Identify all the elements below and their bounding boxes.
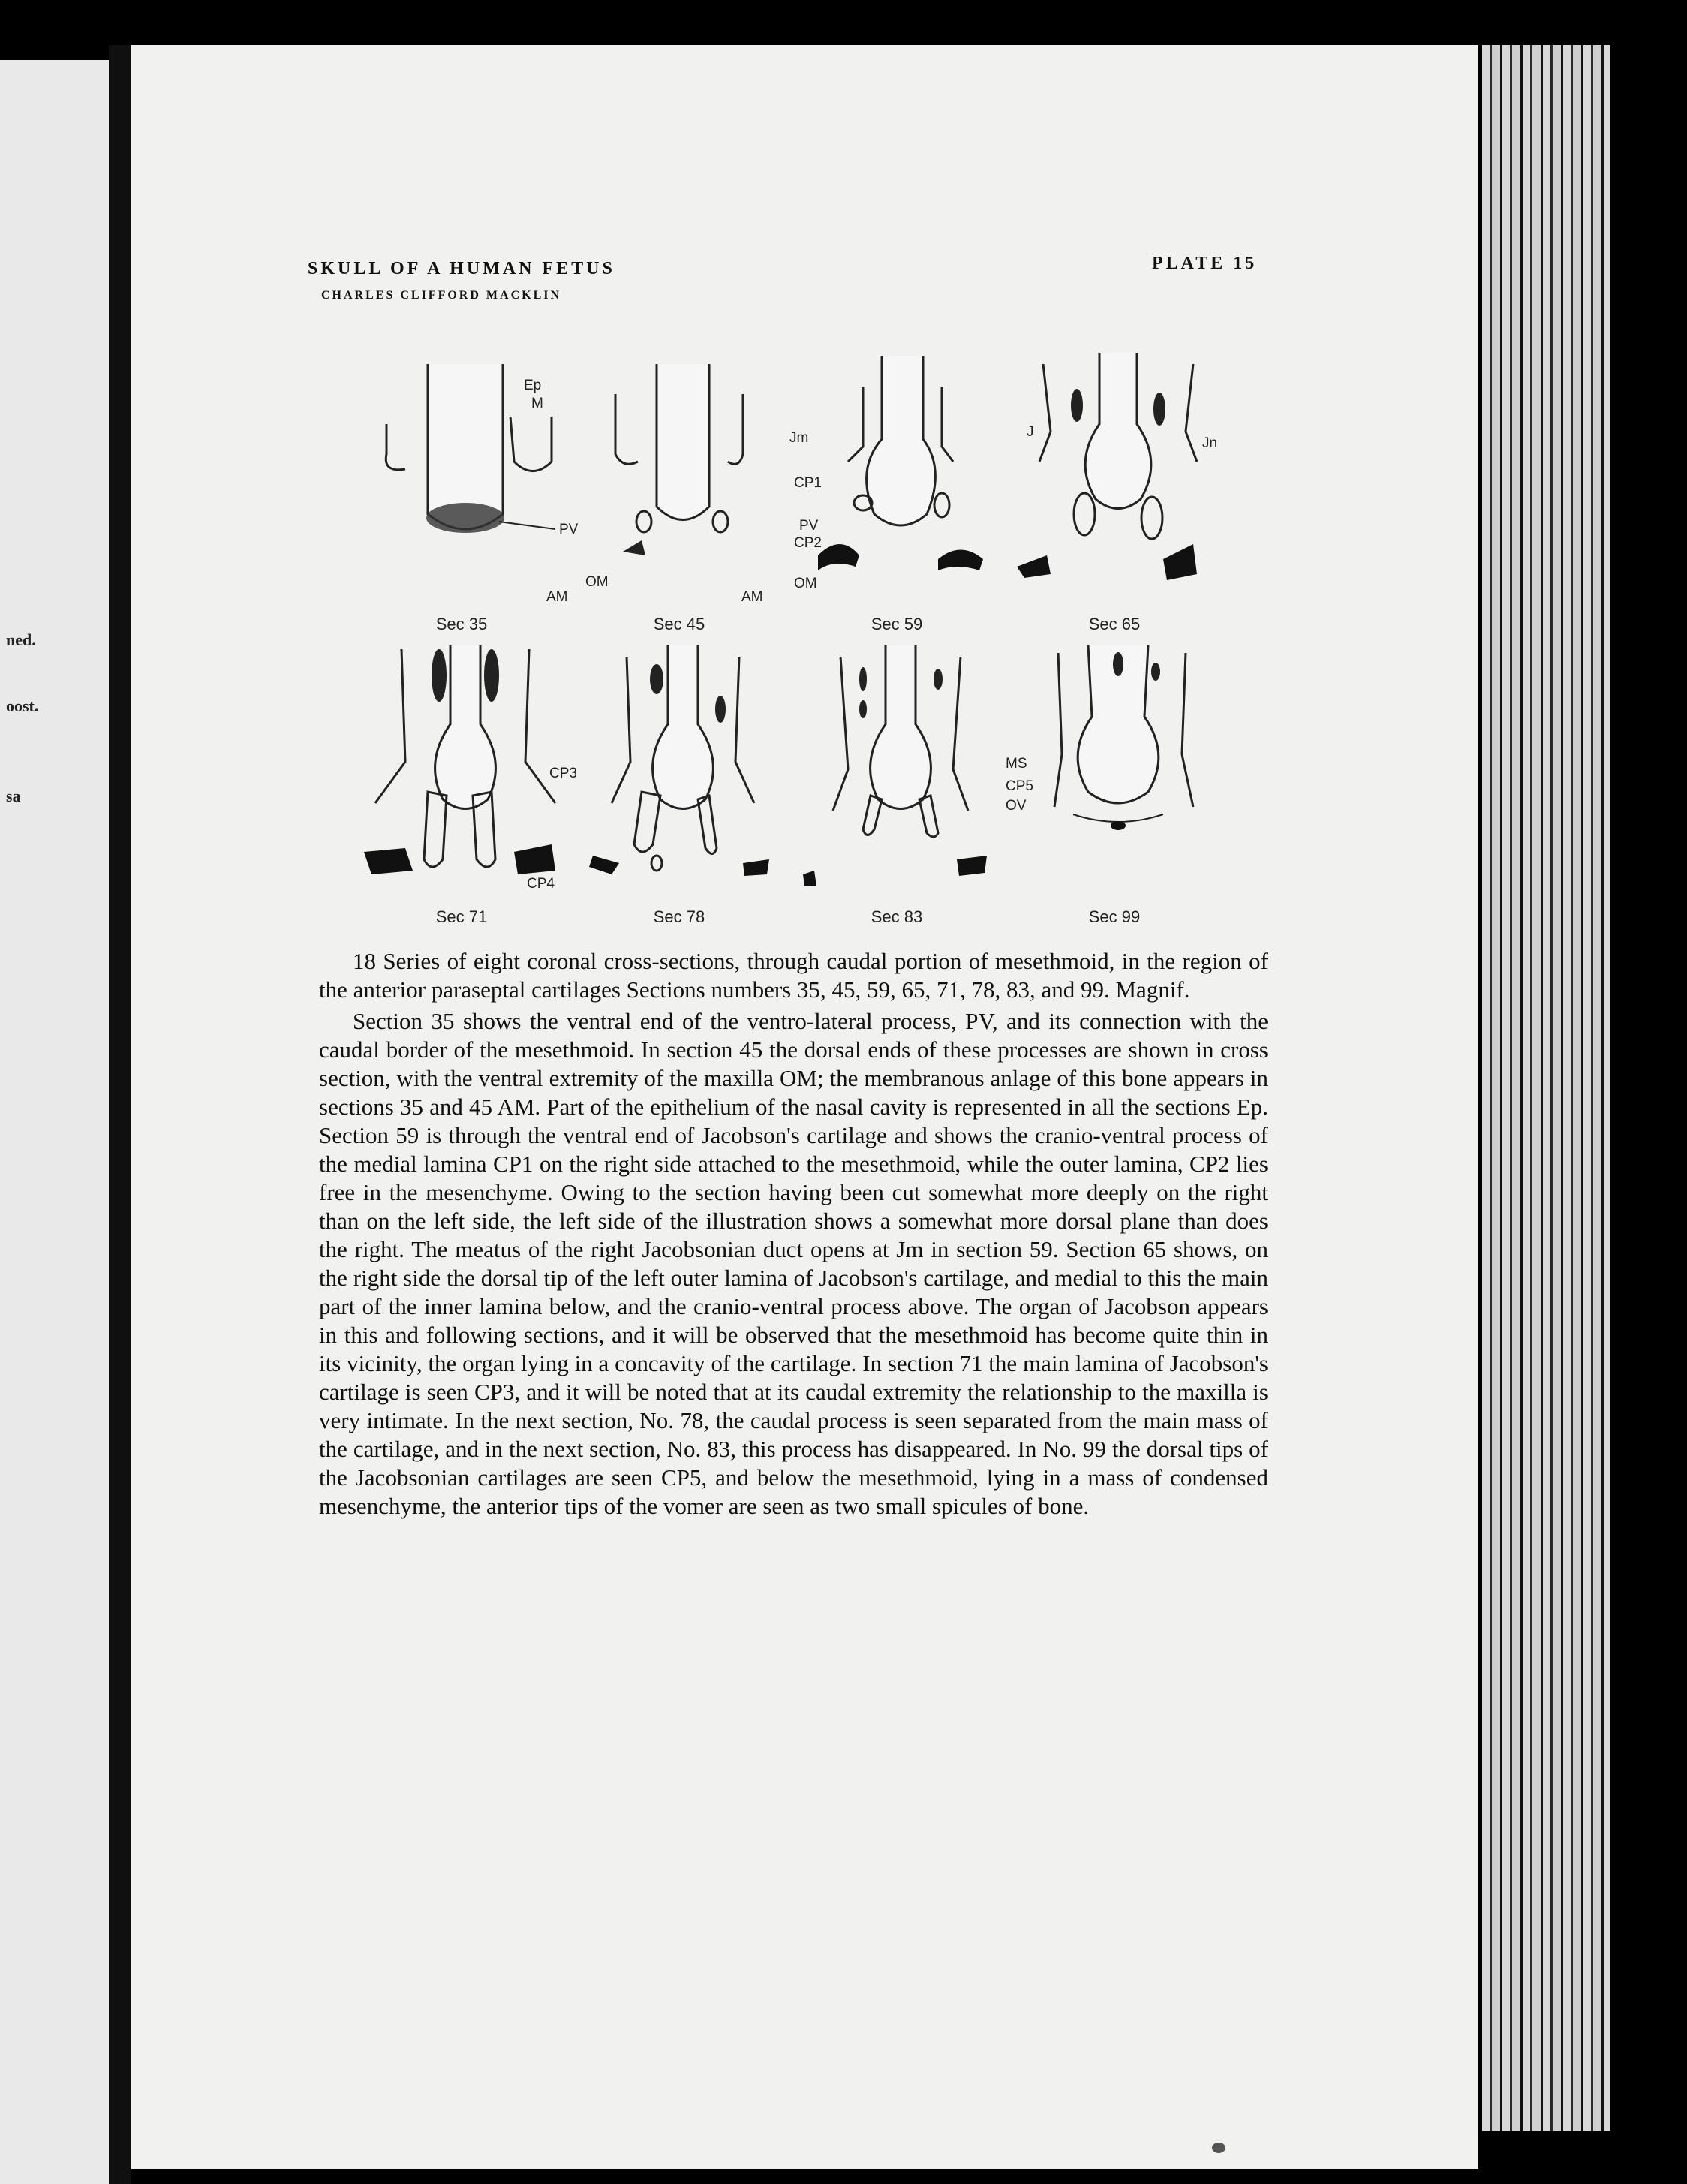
plate-caption bbox=[319, 947, 1268, 1521]
annotation-label: PV bbox=[799, 518, 819, 534]
annotation-label: CP5 bbox=[1006, 778, 1033, 794]
left-page-text: oost. bbox=[6, 696, 39, 715]
section-drawing bbox=[1006, 634, 1223, 904]
plate-number: PLATE 15 bbox=[1152, 254, 1258, 273]
annotation-label: Ep bbox=[524, 378, 542, 393]
annotation-label: AM bbox=[546, 589, 568, 605]
annotation-label: CP4 bbox=[527, 876, 555, 892]
section-drawing bbox=[570, 634, 788, 904]
section-label: Sec 78 bbox=[653, 907, 705, 926]
caption-body-paragraph: Section 35 shows the ventral end of the ventro-lateral process, PV, and its connection with the caudal border of the mesethmoid. In section 45 the dorsal ends of these processes are shown in cross section, with the ventral extremity of the maxilla OM; the membranous anlage of this bone appears in sections 35 and 45 AM. Part of the epithelium of the nasal cavity is represented in all the sections Ep. Section 59 is through the ventral end of Jacobson's cartilage and shows the cranio-ventral process of the medial lamina CP1 on the right side attached to the mesethmoid, while the outer lamina, CP2 lies free in the mesenchyme. Owing to the section having been cut somewhat more deeply on the right than on the left side, the left side of the illustration shows a somewhat more dorsal plane than does the right. The meatus of the right Jacobsonian duct opens at Jm in section 59. Section 65 shows, on the right side the dorsal tip of the left outer lamina of Jacobson's cartilage, and medial to this the main part of the inner lamina below, and the cranio-ventral process above. The organ of Jacobson appears in this and following sections, and it will be observed that the mesethmoid has become quite thin in its vicinity, the organ lying in a concavity of the cartilage. In section 71 the main lamina of Jacobson's cartilage is seen CP3, and it will be noted that at its caudal extremity the relationship to the maxilla is very intimate. In the next section, No. 78, the caudal process is seen separated from the main mass of the cartilage, and in the next section, No. 83, this process has disappeared. In No. 99 the dorsal tips of the Jacobsonian cartilages are seen CP5, and below the mesethmoid, lying in a mass of condensed mesenchyme, the anterior tips of the vomer are seen as two small spicules of bone. bbox=[319, 1008, 1268, 1519]
annotation-label: OM bbox=[794, 576, 817, 591]
section-panel bbox=[788, 341, 1006, 634]
annotation-label: Jm bbox=[789, 430, 809, 446]
section-label: Sec 83 bbox=[871, 907, 923, 926]
section-drawing bbox=[788, 634, 1006, 904]
page-edges bbox=[1482, 45, 1610, 2131]
annotation-label: PV bbox=[559, 522, 579, 537]
left-page-text: sa bbox=[6, 787, 21, 805]
section-label: Sec 35 bbox=[435, 615, 488, 633]
annotation-label: Jn bbox=[1202, 435, 1218, 451]
caption-heading-paragraph: 18 Series of eight coronal cross-sections, through caudal portion of mesethmoid, in the region of the anterior paraseptal cartilages Sections numbers 35, 45, 59, 65, 71, 78, 83, and 99. Magnif. bbox=[319, 948, 1268, 1003]
section-panel bbox=[788, 634, 1006, 927]
plate-title: SKULL OF A HUMAN FETUS bbox=[308, 259, 615, 278]
annotation-label: CP3 bbox=[549, 766, 577, 781]
annotation-label: CP2 bbox=[794, 535, 822, 551]
section-label: Sec 65 bbox=[1088, 615, 1141, 633]
annotation-label: AM bbox=[741, 589, 763, 605]
left-page-fragment bbox=[0, 60, 109, 2184]
section-panel bbox=[1006, 341, 1223, 634]
cross-section-figure bbox=[353, 341, 1223, 927]
book-gutter bbox=[109, 45, 131, 2184]
annotation-label: J bbox=[1027, 424, 1034, 440]
section-label: Sec 59 bbox=[871, 615, 923, 633]
annotation-label: OM bbox=[585, 574, 609, 590]
section-drawing bbox=[570, 341, 788, 612]
annotation-label: CP1 bbox=[794, 475, 822, 491]
section-panel bbox=[570, 341, 788, 634]
annotation-label: OV bbox=[1006, 798, 1027, 814]
scan-artifact bbox=[1212, 2143, 1225, 2153]
section-drawing bbox=[353, 634, 570, 904]
annotation-label: M bbox=[531, 396, 543, 411]
section-drawing bbox=[1006, 341, 1223, 612]
section-label: Sec 99 bbox=[1088, 907, 1141, 926]
section-label: Sec 45 bbox=[653, 615, 705, 633]
section-label: Sec 71 bbox=[435, 907, 488, 926]
section-panel bbox=[1006, 634, 1223, 927]
left-page-text: ned. bbox=[6, 630, 36, 649]
section-panel bbox=[353, 341, 579, 634]
annotation-label: MS bbox=[1006, 756, 1027, 772]
plate-author: CHARLES CLIFFORD MACKLIN bbox=[321, 289, 562, 302]
